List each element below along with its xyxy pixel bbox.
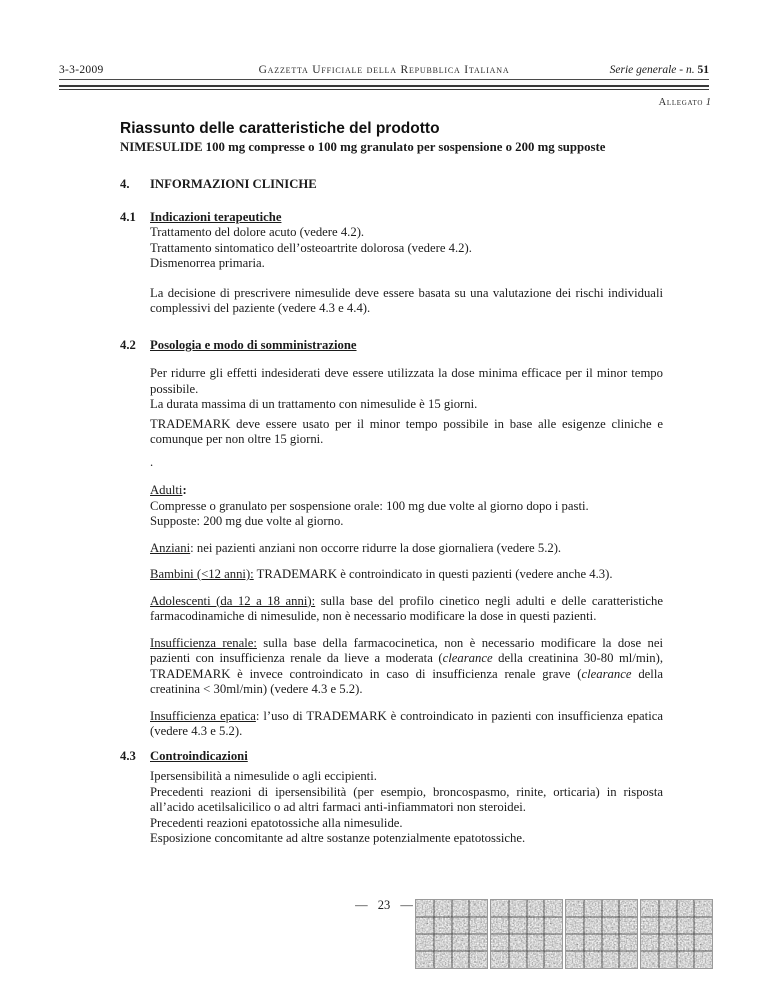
paragraph-bambini (150, 567, 663, 583)
section-4-2-heading (120, 338, 663, 354)
scan-artifact-row (416, 900, 712, 968)
section-4-3-title: Controindicazioni (150, 748, 248, 763)
renale-label: Insufficienza renale: (150, 635, 257, 650)
renale-clearance-2: clearance (581, 666, 632, 681)
epatica-text: : l’uso di TRADEMARK è controindicato in pazienti con insufficienza epatica (vedere 4.3 e 5.2). (150, 708, 663, 738)
bambini-label: Bambini (<12 anni): (150, 567, 254, 581)
paragraph-decision: La decisione di prescrivere nimesulide deve essere basata su una valutazione dei rischi individuali complessivi del paziente (vedere 4.3 e 4.4). (150, 285, 663, 315)
indication-line: Dismenorrea primaria. (150, 256, 265, 270)
stray-dot: . (150, 454, 154, 469)
document-subtitle: NIMESULIDE 100 mg compresse o 100 mg granulato per sospensione o 200 mg supposte (120, 140, 606, 154)
paragraph-insufficienza-epatica (150, 709, 663, 740)
renale-clearance-1: clearance (442, 651, 493, 665)
renale-text: della creatinina 30-80 ml/min), TRADEMARK è invece controindicato in caso di insufficienza renale grave ( (150, 651, 663, 681)
adolescenti-text: sulla base del profilo cinetico negli adulti e delle caratteristiche farmacodinamiche di nimesulide, non è necessario modificare la dose in questi pazienti. (150, 593, 663, 623)
header-journal-title: Gazzetta Ufficiale della Repubblica Italiana (258, 64, 510, 76)
section-4-2-number: 4.2 (120, 337, 136, 352)
section-4-number: 4. (120, 177, 130, 191)
annex-label (659, 97, 711, 108)
contraindications-list (150, 769, 663, 847)
adulti-colon: : (182, 483, 187, 497)
renale-text: sulla base della farmacocinetica, non è necessario modificare la dose nei pazienti con insufficienza renale da lieve a moderata ( (150, 635, 663, 665)
document-title: Riassunto delle caratteristiche del prodotto (120, 120, 440, 137)
scan-noise-block (491, 900, 562, 968)
anziani-label: Anziani (150, 540, 191, 555)
section-4-1-number: 4.1 (120, 209, 136, 224)
paragraph-anziani (150, 541, 663, 557)
header-rule-heavy-2 (59, 89, 709, 90)
document-body (120, 120, 663, 847)
series-number: 51 (697, 64, 709, 76)
paragraph-insufficienza-renale (150, 636, 663, 698)
footer-page-number: — 23 — (355, 898, 413, 912)
section-4-heading (120, 177, 663, 193)
adulti-line: Supposte: 200 mg due volte al giorno. (150, 514, 344, 528)
adolescenti-label: Adolescenti (da 12 a 18 anni): (150, 593, 316, 608)
series-label: Serie generale (609, 64, 677, 76)
scan-noise-block (566, 900, 637, 968)
contraindication-line: Precedenti reazioni epatotossiche alla nimesulide. (150, 815, 403, 830)
indication-line: Trattamento del dolore acuto (vedere 4.2). (150, 225, 365, 239)
header-rule-heavy (59, 85, 709, 87)
section-4-1-heading (120, 210, 663, 226)
anziani-text: : nei pazienti anziani non occorre ridurre la dose giornaliera (vedere 5.2). (190, 540, 562, 555)
contraindication-line: Esposizione concomitante ad altre sostanze potenzialmente epatotossiche. (150, 831, 526, 845)
paragraph-trademark-duration: TRADEMARK deve essere usato per il minor tempo possibile in base alle esigenze cliniche e comunque per non oltre 15 giorni. (150, 416, 663, 446)
section-4-title: INFORMAZIONI CLINICHE (150, 177, 317, 191)
contraindication-line: Precedenti reazioni di ipersensibilità (per esempio, broncospasmo, rinite, orticaria) in risposta all’acido acetilsalicilico o ad altri farmaci anti-infiammatori non steroidei. (150, 784, 663, 814)
indication-line: Trattamento sintomatico dell’osteoartrite dolorosa (vedere 4.2). (150, 240, 472, 255)
section-4-1-title: Indicazioni terapeutiche (150, 209, 282, 224)
annex-word: Allegato (658, 97, 704, 108)
annex-number: 1 (705, 97, 711, 108)
indications-list (150, 225, 663, 272)
header-rule-thin (59, 79, 709, 80)
paragraph-adolescenti (150, 594, 663, 625)
adulti-label: Adulti (150, 483, 183, 497)
renale-text: della creatinina < 30ml/min) (vedere 4.3 e 5.2). (150, 666, 663, 696)
scan-noise-block (416, 900, 487, 968)
section-4-3-heading (120, 749, 663, 765)
epatica-label: Insufficienza epatica (150, 708, 256, 723)
page-header (59, 64, 709, 90)
paragraph-dose-minima: Per ridurre gli effetti indesiderati deve essere utilizzata la dose minima efficace per il minor tempo possibile. (150, 366, 663, 396)
adulti-heading (150, 483, 663, 499)
line-durata-massima: La durata massima di un trattamento con nimesulide è 15 giorni. (150, 397, 478, 411)
paragraph-adulti (150, 483, 663, 530)
scan-noise-block (641, 900, 712, 968)
section-4-3-number: 4.3 (120, 748, 136, 763)
bambini-text: TRADEMARK è controindicato in questi pazienti (vedere anche 4.3). (253, 567, 613, 581)
header-series-info (569, 64, 709, 76)
section-4-2-title: Posologia e modo di somministrazione (150, 337, 357, 352)
adulti-line: Compresse o granulato per sospensione orale: 100 mg due volte al giorno dopo i pasti. (150, 498, 589, 513)
header-date: 3-3-2009 (59, 64, 104, 76)
series-separator: - n. (676, 64, 698, 76)
contraindication-line: Ipersensibilità a nimesulide o agli eccipienti. (150, 769, 377, 783)
